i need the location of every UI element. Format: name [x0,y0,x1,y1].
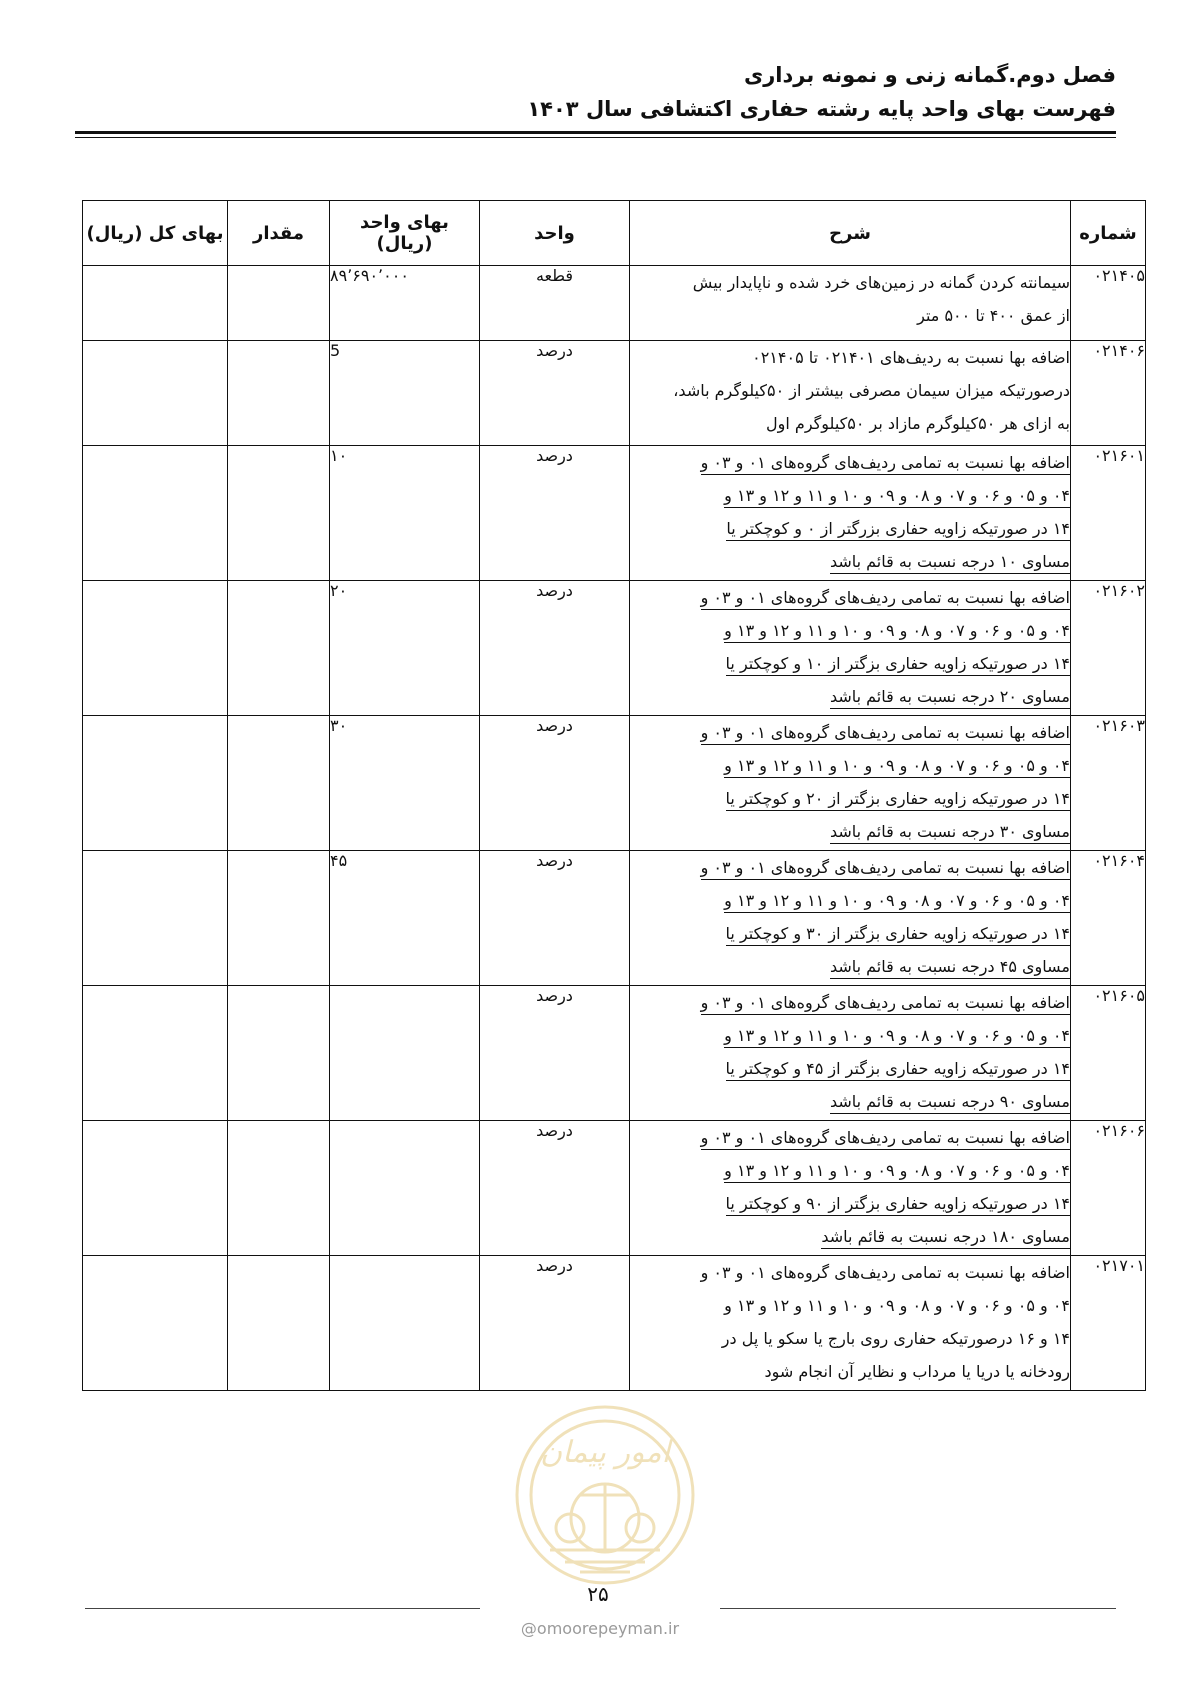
description-line: اضافه بها نسبت به تمامی ردیف‌های گروه‌های ۰۱ و ۰۳ و [701,993,1070,1015]
description-line: ۱۴ در صورتیکه زاویه حفاری بزگتر از ۴۵ و کوچکتر یا [726,1059,1070,1081]
row-quantity [228,1256,330,1391]
row-unit: درصد [480,1256,630,1391]
description-line: ۱۴ در صورتیکه زاویه حفاری بزرگتر از ۰ و کوچکتر یا [726,519,1070,541]
table-row [83,1121,1146,1256]
description-line: ۰۴ و ۰۵ و ۰۶ و ۰۷ و ۰۸ و ۰۹ و ۱۰ و ۱۱ و ۱۲ و ۱۳ و [724,756,1070,778]
row-quantity [228,716,330,851]
description-line: سیمانته کردن گمانه در زمین‌های خرد شده و ناپایدار بیش [692,273,1070,292]
row-total-price [83,1121,228,1256]
row-number: ۰۲۱۶۰۵ [1071,986,1146,1121]
description-line: مساوی ۳۰ درجه نسبت به قائم باشد [830,822,1070,844]
website-watermark: @omoorepeyman.ir [520,1619,680,1638]
page-number: ۲۵ [587,1582,609,1606]
row-unit: درصد [480,851,630,986]
header-description: شرح [630,201,1071,266]
row-unit: قطعه [480,266,630,341]
row-total-price [83,716,228,851]
description-line: ۱۴ در صورتیکه زاویه حفاری بزگتر از ۹۰ و کوچکتر یا [726,1194,1070,1216]
row-unit: درصد [480,581,630,716]
description-line: مساوی ۲۰ درجه نسبت به قائم باشد [830,687,1070,709]
description-line: ۰۴ و ۰۵ و ۰۶ و ۰۷ و ۰۸ و ۰۹ و ۱۰ و ۱۱ و ۱۲ و ۱۳ و [724,1026,1070,1048]
footer-rule-right [720,1608,1116,1609]
table-row [83,716,1146,851]
description-line: اضافه بها نسبت به تمامی ردیف‌های گروه‌های ۰۱ و ۰۳ و [701,858,1070,880]
description-line: ۱۴ در صورتیکه زاویه حفاری بزگتر از ۳۰ و کوچکتر یا [726,924,1070,946]
table-row [83,341,1146,446]
row-number: ۰۲۱۴۰۵ [1071,266,1146,341]
document-title: فهرست بهای واحد پایه رشته حفاری اکتشافی سال ۱۴۰۳ [527,97,1116,121]
footer-rule-left [85,1608,480,1609]
description-line: ۰۴ و ۰۵ و ۰۶ و ۰۷ و ۰۸ و ۰۹ و ۱۰ و ۱۱ و ۱۲ و ۱۳ و [724,891,1070,913]
header-rule-thin [75,137,1116,138]
table-row [83,851,1146,986]
description-line: از عمق ۴۰۰ تا ۵۰۰ متر [917,306,1070,325]
description-line: اضافه بها نسبت به تمامی ردیف‌های گروه‌های ۰۱ و ۰۳ و [701,588,1070,610]
row-quantity [228,986,330,1121]
row-description [630,1256,1071,1391]
row-unit-price: ۲۰ [330,581,480,716]
row-description [630,266,1071,341]
description-line: ۰۴ و ۰۵ و ۰۶ و ۰۷ و ۰۸ و ۰۹ و ۱۰ و ۱۱ و ۱۲ و ۱۳ و [724,621,1070,643]
description-line: مساوی ۴۵ درجه نسبت به قائم باشد [830,957,1070,979]
table-row [83,986,1146,1121]
description-line: مساوی ۹۰ درجه نسبت به قائم باشد [830,1092,1070,1114]
row-unit-price: ۱۰ [330,446,480,581]
row-number: ۰۲۱۷۰۱ [1071,1256,1146,1391]
row-total-price [83,851,228,986]
row-description [630,716,1071,851]
row-unit-price [330,1121,480,1256]
row-total-price [83,341,228,446]
description-line: مساوی ۱۰ درجه نسبت به قائم باشد [830,552,1070,574]
row-unit: درصد [480,341,630,446]
row-total-price [83,986,228,1121]
table-row [83,446,1146,581]
description-line: اضافه بها نسبت به ردیف‌های ۰۲۱۴۰۱ تا ۰۲۱۴۰۵ [752,348,1070,367]
description-line: مساوی ۱۸۰ درجه نسبت به قائم باشد [821,1227,1070,1249]
table-header-row [83,201,1146,266]
header-rule-thick [75,131,1116,134]
header-number: شماره [1071,201,1146,266]
description-line: رودخانه یا دریا یا مرداب و نظایر آن انجام شود [764,1362,1070,1381]
description-line: ۰۴ و ۰۵ و ۰۶ و ۰۷ و ۰۸ و ۰۹ و ۱۰ و ۱۱ و ۱۲ و ۱۳ و [724,1161,1070,1183]
description-line: ۱۴ در صورتیکه زاویه حفاری بزگتر از ۲۰ و کوچکتر یا [726,789,1070,811]
row-number: ۰۲۱۶۰۴ [1071,851,1146,986]
price-list-table [82,200,1146,1391]
row-total-price [83,446,228,581]
row-unit-price: ۴۵ [330,851,480,986]
row-number: ۰۲۱۶۰۳ [1071,716,1146,851]
description-line: ۱۴ در صورتیکه زاویه حفاری بزگتر از ۱۰ و کوچکتر یا [726,654,1070,676]
seal-text: امور پیمان [540,1435,670,1470]
row-quantity [228,581,330,716]
table-row [83,581,1146,716]
description-line: ۰۴ و ۰۵ و ۰۶ و ۰۷ و ۰۸ و ۰۹ و ۱۰ و ۱۱ و ۱۲ و ۱۳ و [724,1296,1070,1315]
row-total-price [83,1256,228,1391]
row-unit-price [330,1256,480,1391]
header-unit: واحد [480,201,630,266]
row-quantity [228,266,330,341]
row-number: ۰۲۱۶۰۶ [1071,1121,1146,1256]
chapter-title: فصل دوم.گمانه زنی و نمونه برداری [743,63,1116,87]
row-description [630,341,1071,446]
row-description [630,1121,1071,1256]
row-description [630,581,1071,716]
description-line: ۱۴ و ۱۶ درصورتیکه حفاری روی بارج یا سکو یا پل در [721,1329,1070,1348]
description-line: اضافه بها نسبت به تمامی ردیف‌های گروه‌های ۰۱ و ۰۳ و [701,453,1070,475]
description-line: به ازای هر ۵۰کیلوگرم مازاد بر ۵۰کیلوگرم اول [766,414,1070,433]
row-unit: درصد [480,986,630,1121]
row-number: ۰۲۱۶۰۲ [1071,581,1146,716]
row-quantity [228,851,330,986]
row-unit: درصد [480,446,630,581]
row-unit-price: ۳۰ [330,716,480,851]
row-quantity [228,446,330,581]
row-total-price [83,581,228,716]
row-description [630,851,1071,986]
row-description [630,446,1071,581]
page-header [66,58,1116,126]
description-line: درصورتیکه میزان سیمان مصرفی بیشتر از ۵۰کیلوگرم باشد، [673,381,1070,400]
description-line: ۰۴ و ۰۵ و ۰۶ و ۰۷ و ۰۸ و ۰۹ و ۱۰ و ۱۱ و ۱۲ و ۱۳ و [724,486,1070,508]
header-unit-price: بهای واحد (ریال) [330,201,480,266]
table-row [83,1256,1146,1391]
row-number: ۰۲۱۴۰۶ [1071,341,1146,446]
description-line: اضافه بها نسبت به تمامی ردیف‌های گروه‌های ۰۱ و ۰۳ و [701,723,1070,745]
description-line: اضافه بها نسبت به تمامی ردیف‌های گروه‌های ۰۱ و ۰۳ و [701,1128,1070,1150]
row-unit: درصد [480,716,630,851]
row-number: ۰۲۱۶۰۱ [1071,446,1146,581]
row-total-price [83,266,228,341]
row-quantity [228,341,330,446]
omoore-peyman-seal-icon [510,1400,700,1590]
row-quantity [228,1121,330,1256]
row-unit: درصد [480,1121,630,1256]
table-row [83,266,1146,341]
description-line: اضافه بها نسبت به تمامی ردیف‌های گروه‌های ۰۱ و ۰۳ و [700,1263,1070,1282]
row-unit-price: ۸۹٬۶۹۰٬۰۰۰ [330,266,480,341]
row-unit-price: 5 [330,341,480,446]
row-description [630,986,1071,1121]
header-total-price: بهای کل (ریال) [83,201,228,266]
row-unit-price [330,986,480,1121]
header-quantity: مقدار [228,201,330,266]
